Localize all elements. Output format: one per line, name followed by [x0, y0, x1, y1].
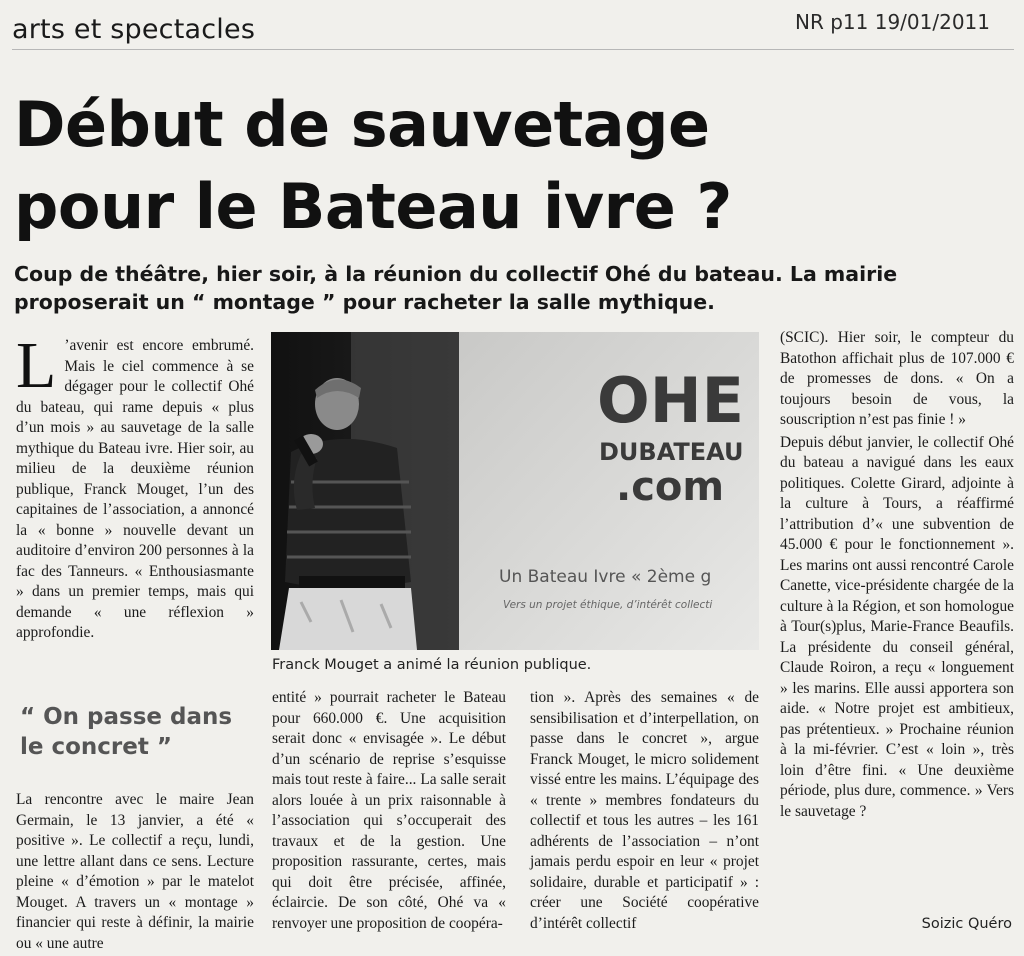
column-3	[530, 688, 759, 936]
banner-text-com: .com	[616, 464, 725, 510]
byline: Soizic Quéro	[921, 916, 1012, 932]
banner-tagline: Vers un projet éthique, d’intérêt collecti	[503, 599, 713, 611]
column-1-continued	[16, 790, 254, 956]
source-reference: NR p11 19/01/2011	[795, 10, 990, 34]
banner-subtitle: Un Bateau Ivre « 2ème g	[499, 567, 712, 587]
banner-text-ohe: OHE	[597, 364, 744, 437]
column-4-paragraph-2: Depuis début janvier, le collectif Ohé du bateau a navigué dans les eaux politiques. Colette Girard, adjointe à la culture à Tours, a réaffirmé l’attribution d’« une subvention de 45.000 € pour le fonctionnement ». Les marins ont aussi rencontré Carole Canette, vice-présidente chargée de la culture à la Région, et son homologue à Tour(s)plus, Marie-France Beaufils. La présidente du conseil général, Claude Roiron, a reçu « longuement » les marins. Elle aussi apportera son aide. « Notre projet est ambitieux, pas prétentieux. » Prochaine réunion à la mi-février. C’est « loin », très loin d’être fini. « Une deuxième période, plus dure, commence. » Vers le sauvetage ?	[780, 433, 1014, 820]
headline	[14, 84, 914, 248]
article-photo	[271, 332, 759, 650]
standfirst: Coup de théâtre, hier soir, à la réunion du collectif Ohé du bateau. La mairie proposerait un “ montage ” pour racheter la salle mythique.	[14, 262, 898, 314]
column-1-bottom-text: La rencontre avec le maire Jean Germain, le 13 janvier, a été « positive ». Le collectif a reçu, lundi, une lettre allant dans ce sens. Lecture pleine « d’émotion » par le matelot Mouget. A travers un « montage » financier qui reste à définir, la mairie ou « une autre	[16, 791, 254, 952]
column-4	[780, 328, 1014, 824]
banner-text-dubateau: DUBATEAU	[599, 438, 744, 466]
headline-line-1: Début de sauvetage	[14, 88, 710, 161]
photo-illustration	[271, 332, 759, 650]
column-2	[272, 688, 506, 936]
column-3-text: tion ». Après des semaines « de sensibilisation et d’interpellation, on passe dans le concret », argue Franck Mouget, le micro solidement vissé entre les mains. L’équipage des « trente » membres fondateurs du collectif et tous les autres – les 161 adhérents de l’association – n’ont jamais perdu espoir en leur « projet solidaire, durable et participatif » : créer une Société coopérative d’intérêt collectif	[530, 689, 759, 932]
section-label: arts et spectacles	[12, 14, 256, 45]
column-1	[16, 329, 254, 644]
column-2-text: entité » pourrait racheter le Bateau pour 660.000 €. Une acquisition serait donc « envisagée ». Le début d’un scénario de reprise s’esquisse mais tout reste à faire... La salle serait alors louée à un prix raisonnable à l’association qui s’occuperait des travaux et de la gestion. Une proposition rassurante, certes, mais qui doit être précisée, affinée, éclaircie. De son côté, Ohé va « renvoyer une proposition de coopéra-	[272, 689, 506, 932]
photo-caption: Franck Mouget a animé la réunion publique.	[272, 657, 592, 673]
subhead-quote: “ On passe dans le concret ”	[20, 704, 233, 760]
drop-cap: L	[16, 329, 57, 402]
headline-line-2: pour le Bateau ivre ?	[14, 170, 732, 243]
header-rule	[12, 49, 1014, 50]
column-4-paragraph-1: (SCIC). Hier soir, le compteur du Batothon affichait plus de 107.000 € de promesses de dons. « On a toujours besoin de vous, la souscription n’est pas finie ! »	[780, 329, 1014, 428]
column-1-text: ’avenir est encore embrumé. Mais le ciel commence à se dégager pour le collectif Ohé du bateau, qui rame depuis « plus d’un mois » au sauvetage de la salle mythique du Bateau ivre. Hier soir, au milieu de la deuxième réunion publique, Franck Mouget, l’un des capitaines de l’association, a annoncé la « bonne » nouvelle devant un auditoire d’environ 200 personnes à la fac des Tanneurs. « Enthousiasmante » dans un premier temps, mais qui demande « une réflexion » approfondie.	[16, 337, 254, 641]
